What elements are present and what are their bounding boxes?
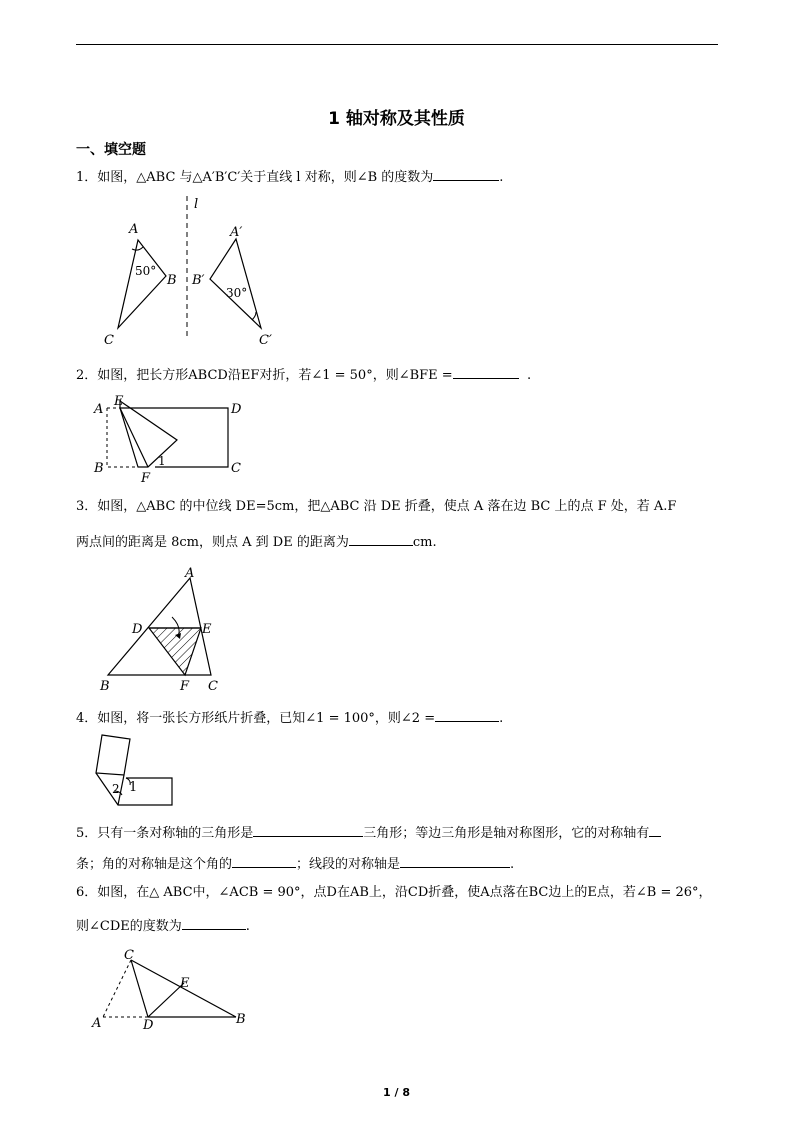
angle-30: 30°: [226, 286, 248, 300]
figure-6: [88, 945, 258, 1035]
q5-answer-blank-4[interactable]: [400, 853, 510, 868]
page-title: 1 轴对称及其性质: [328, 109, 465, 129]
triangle-a2b2c2: [210, 239, 261, 328]
q2-text: 如图，把长方形ABCD沿EF对折，若∠1 = 50°，则∠BFE =: [97, 368, 453, 383]
label-A: A: [94, 402, 104, 417]
q2-end: .: [526, 368, 532, 383]
folded-triangle-def: [149, 628, 201, 675]
question-3-line-1: [76, 498, 676, 516]
label-F: F: [141, 471, 151, 485]
q5-answer-blank-2[interactable]: [649, 822, 661, 837]
q5-end: .: [510, 857, 515, 872]
q3-text-1: 如图，△ABC 的中位线 DE=5cm，把△ABC 沿 DE 折叠，使点 A 落在边 BC 上的点 F 处，若 A.F: [97, 499, 677, 514]
label-E: E: [202, 622, 212, 637]
label-l: l: [194, 197, 199, 212]
q3-end: cm.: [412, 535, 437, 550]
angle-mark-a: [132, 247, 143, 250]
angle-mark-c2: [252, 312, 256, 320]
triangle-abc: [108, 578, 211, 675]
label-A: A: [185, 566, 195, 581]
page-number: 1 / 8: [383, 1086, 410, 1099]
q2-answer-blank[interactable]: [453, 364, 519, 379]
figure-1: [96, 192, 286, 350]
label-C: C: [104, 333, 114, 348]
header-rule: [76, 44, 718, 45]
q5-text-1b: 三角形；等边三角形是轴对称图形，它的对称轴有: [363, 826, 650, 841]
label-B: B: [167, 273, 177, 288]
folded-top-flap: [96, 735, 130, 775]
angle-50: 50°: [135, 264, 157, 278]
label-B: B: [236, 1012, 246, 1027]
question-5-line-2: [76, 853, 514, 874]
question-4: [76, 707, 503, 728]
angle-1-label: 1: [129, 780, 138, 795]
label-C: C: [124, 948, 134, 963]
question-6-line-2: [76, 915, 250, 936]
section-heading: 一、填空题: [76, 142, 146, 158]
label-A: A: [92, 1016, 102, 1031]
q5-answer-blank-3[interactable]: [232, 853, 296, 868]
triangle-abc: [118, 240, 166, 328]
segment-de: [148, 983, 184, 1017]
figure-3: [94, 565, 224, 695]
question-5-line-1: [76, 822, 661, 843]
q5-number: 5．: [76, 826, 98, 841]
label-B-prime: B′: [192, 273, 205, 288]
q6-number: 6．: [76, 885, 98, 900]
label-B: B: [100, 679, 110, 694]
q4-answer-blank[interactable]: [435, 707, 499, 722]
q3-text-2: 两点间的距离是 8cm，则点 A 到 DE 的距离为: [76, 535, 349, 550]
label-F: F: [180, 679, 190, 694]
q1-text: 如图，△ABC 与△A′B′C′关于直线 l 对称，则∠B 的度数为: [97, 170, 434, 185]
angle-1-label: 1: [158, 454, 166, 468]
q3-answer-blank[interactable]: [349, 531, 413, 546]
figure-2: [90, 393, 250, 485]
q4-end: .: [499, 711, 504, 726]
q3-number: 3．: [76, 499, 98, 514]
q4-text: 如图，将一张长方形纸片折叠，已知∠1 = 100°，则∠2 =: [97, 711, 436, 726]
q6-answer-blank[interactable]: [182, 915, 246, 930]
label-A: A: [129, 222, 139, 237]
fold-cd: [131, 960, 148, 1017]
question-6-line-1: [76, 884, 712, 902]
original-corner-dashed: [107, 408, 146, 467]
label-C: C: [208, 679, 218, 694]
q5-text-1a: 只有一条对称轴的三角形是: [97, 826, 254, 841]
label-E: E: [180, 976, 190, 991]
label-D: D: [132, 622, 143, 637]
q5-text-2a: 条；角的对称轴是这个角的: [76, 857, 233, 872]
q6-text-1: 如图，在△ ABC中，∠ACB = 90°，点D在AB上，沿CD折叠，使A点落在BC边上的E点，若∠B = 26°，: [97, 885, 712, 900]
q6-text-2: 则∠CDE的度数为: [76, 919, 182, 934]
q1-answer-blank[interactable]: [433, 166, 499, 181]
question-3-line-2: [76, 531, 437, 552]
label-B: B: [94, 461, 104, 476]
q4-number: 4．: [76, 711, 98, 726]
dashed-ca: [103, 960, 131, 1017]
label-E: E: [114, 394, 124, 409]
q1-end: .: [499, 170, 504, 185]
label-D: D: [231, 402, 242, 417]
q5-text-2b: ；线段的对称轴是: [296, 857, 401, 872]
q6-end: .: [245, 919, 250, 934]
folded-flap: [120, 401, 177, 467]
label-C-prime: C′: [259, 333, 272, 348]
angle-2-label: 2: [112, 782, 120, 796]
label-C: C: [231, 461, 241, 476]
q1-number: 1．: [76, 170, 98, 185]
question-2: [76, 364, 531, 385]
question-1: [76, 166, 503, 187]
label-D: D: [143, 1018, 154, 1033]
q5-answer-blank-1[interactable]: [253, 822, 363, 837]
label-A-prime: A′: [230, 225, 243, 240]
figure-4: [90, 733, 180, 809]
q2-number: 2．: [76, 368, 98, 383]
